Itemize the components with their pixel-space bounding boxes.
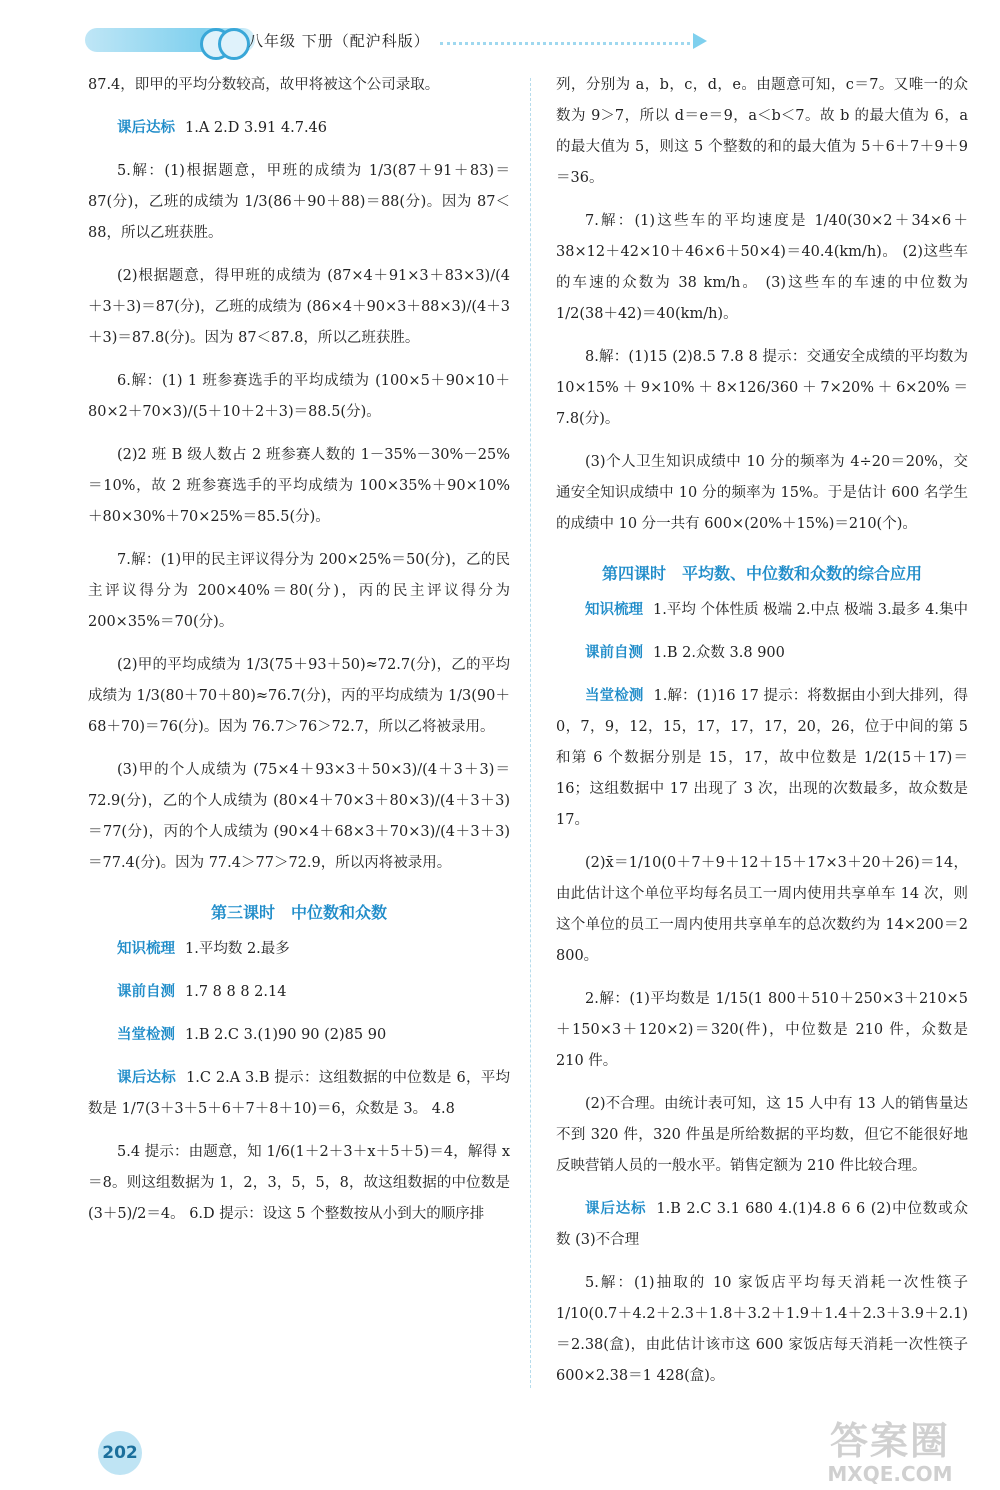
answer-paragraph (556, 342, 968, 435)
answer-paragraph (556, 984, 968, 1077)
answer-text: (3)甲的个人成绩为 (75×4＋93×3＋50×3)/(4＋3＋3)＝72.9(分)，乙的个人成绩为 (80×4＋70×3＋80×3)/(4＋3＋3)＝77(分)，丙的个人成绩为 (90×4＋68×3＋70×3)/(4＋3＋3)＝77.4(分)。因为 77.4＞77＞72.9，所以丙将被录用。 (88, 762, 510, 871)
header-title: 八年级 下册（配沪科版） (248, 32, 430, 50)
answer-paragraph (88, 545, 510, 638)
header-dotted-line (440, 42, 690, 45)
answer-text: 1.C 2.A 3.B 提示：这组数据的中位数是 6，平均数是 1/7(3＋3＋5＋6＋7＋8＋10)＝6，众数是 3。 4.8 (88, 1070, 510, 1117)
answer-paragraph (88, 156, 510, 249)
answer-text: 列，分别为 a，b，c，d，e。由题意可知，c＝7。又唯一的众数为 9＞7，所以 d＝e＝9，a＜b＜7。故 b 的最大值为 6，a 的最大值为 5，则这 5 个整数的和的最大值为 5＋6＋7＋9＋9＝36。 (556, 77, 968, 186)
section-heading: 第三课时 中位数和众数 (210, 903, 387, 922)
answer-text: 7.解：(1)甲的民主评议得分为 200×25%＝50(分)，乙的民主评议得分为 200×40%＝80(分)，丙的民主评议得分为200×35%＝70(分)。 (88, 552, 510, 630)
answer-paragraph (556, 1268, 968, 1392)
section-label: 知识梳理 (585, 602, 643, 618)
section-label: 课后达标 (117, 1070, 177, 1086)
watermark-site: MXQE.COM (827, 1462, 953, 1486)
answer-paragraph (88, 261, 510, 354)
section-label: 课后达标 (117, 120, 175, 136)
answer-text: (2)不合理。由统计表可知，这 15 人中有 13 人的销售量达不到 320 件，320 件虽是所给数据的平均数，但它不能很好地反映营销人员的一般水平。销售定额为 210 件比较合理。 (556, 1096, 968, 1174)
answer-text: (3)个人卫生知识成绩中 10 分的频率为 4÷20＝20%，交通安全知识成绩中 10 分的频率为 15%。于是估计 600 名学生的成绩中 10 分一共有 600×(20%＋15%)＝210(个)。 (556, 454, 968, 532)
answer-paragraph (556, 848, 968, 972)
answer-text: 1.A 2.D 3.91 4.7.46 (185, 120, 327, 136)
page-number: 202 (98, 1431, 142, 1475)
section-label: 课后达标 (585, 1201, 647, 1217)
answer-text: 7.解：(1)这些车的平均速度是 1/40(30×2＋34×6＋38×12＋42×10＋46×6＋50×4)＝40.4(km/h)。 (2)这些车的车速的众数为 38 km/h。 (3)这些车的车速的中位数为 1/2(38＋42)＝40(km/h)。 (556, 213, 968, 322)
answer-paragraph (88, 1137, 510, 1230)
answer-paragraph (88, 70, 510, 101)
section-heading: 第四课时 平均数、中位数和众数的综合应用 (601, 564, 922, 583)
answer-text: 5.解：(1)抽取的 10 家饭店平均每天消耗一次性筷子 1/10(0.7＋4.2＋2.3＋1.8＋3.2＋1.9＋1.4＋2.3＋3.9＋2.1)＝2.38(盒)，由此估计该市这 600 家饭店每天消耗一次性筷子 600×2.38＝1 428(盒)。 (556, 1275, 968, 1384)
answer-paragraph (88, 1020, 510, 1051)
answer-paragraph (556, 1194, 968, 1256)
answer-paragraph (88, 366, 510, 428)
section-label: 课前自测 (117, 984, 175, 1000)
answer-paragraph (556, 638, 968, 669)
section-label: 课前自测 (585, 645, 643, 661)
answer-paragraph (88, 440, 510, 533)
answer-paragraph (88, 934, 510, 965)
answer-paragraph (88, 1063, 510, 1125)
answer-paragraph (556, 70, 968, 194)
watermark-logo: 答案圈 (829, 1419, 950, 1463)
section-label: 当堂检测 (117, 1027, 175, 1043)
answer-text: 1.B 2.C 3.1 680 4.(1)4.8 6 6 (2)中位数或众数 (3)不合理 (556, 1201, 969, 1248)
answer-paragraph (556, 1089, 968, 1182)
answer-text: 1.B 2.众数 3.8 900 (653, 645, 785, 661)
column-divider (530, 78, 531, 1388)
answer-paragraph (88, 113, 510, 144)
answer-text: (2)x̄＝1/10(0＋7＋9＋12＋15＋17×3＋20＋26)＝14，由此估计这个单位平均每名员工一周内使用共享单车 14 次，则这个单位的员工一周内使用共享单车的总次数约为 14×200＝2 800。 (556, 855, 968, 964)
answer-paragraph (556, 447, 968, 540)
answer-text: (2)2 班 B 级人数占 2 班参赛人数的 1－35%－30%－25%＝10%，故 2 班参赛选手的平均成绩为 100×35%＋90×10%＋80×30%＋70×25%＝85.5(分)。 (88, 447, 510, 525)
answer-paragraph (88, 650, 510, 743)
answer-paragraph (556, 206, 968, 330)
answer-text: 1.平均数 2.最多 (185, 941, 290, 957)
answer-text: 1.平均 个体性质 极端 2.中点 极端 3.最多 4.集中 (653, 602, 968, 618)
answer-text: 1.解：(1)16 17 提示：将数据由小到大排列，得 0，7，9，12，15，17，17，17，20，26，位于中间的第 5 和第 6 个数据分别是 15，17，故中位数是 1/2(15＋17)＝16；这组数据中 17 出现了 3 次，出现的次数最多，故众数是 17。 (556, 688, 969, 828)
right-column (556, 70, 968, 1404)
answer-paragraph (556, 681, 968, 836)
answer-text: 1.7 8 8 8 2.14 (185, 984, 287, 1000)
answer-text: (2)根据题意，得甲班的成绩为 (87×4＋91×3＋83×3)/(4＋3＋3)＝87(分)，乙班的成绩为 (86×4＋90×3＋88×3)/(4＋3＋3)＝87.8(分)。因为 87＜87.8，所以乙班获胜。 (88, 268, 510, 346)
answer-text: 6.解：(1) 1 班参赛选手的平均成绩为 (100×5＋90×10＋80×2＋70×3)/(5＋10＋2＋3)＝88.5(分)。 (88, 373, 510, 420)
answer-text: (2)甲的平均成绩为 1/3(75＋93＋50)≈72.7(分)，乙的平均成绩为 1/3(80＋70＋80)≈76.7(分)，丙的平均成绩为 1/3(90＋68＋70)＝76(分)。因为 76.7＞76＞72.7，所以乙将被录用。 (88, 657, 510, 735)
section-label: 知识梳理 (117, 941, 175, 957)
section-label: 当堂检测 (585, 688, 644, 704)
answer-text: 8.解：(1)15 (2)8.5 7.8 8 提示：交通安全成绩的平均数为 10×15%＋9×10%＋8×126/360＋7×20%＋6×20%＝7.8(分)。 (556, 349, 968, 427)
header-arrow-icon (693, 33, 707, 49)
answer-text: 1.B 2.C 3.(1)90 90 (2)85 90 (185, 1027, 387, 1043)
answer-paragraph (88, 977, 510, 1008)
page-header (0, 0, 1000, 70)
answer-text: 5.4 提示：由题意，知 1/6(1＋2＋3＋x＋5＋5)＝4，解得 x＝8。则这组数据为 1，2，3，5，5，8，故这组数据的中位数是 (3＋5)/2＝4。 6.D 提示：设这 5 个整数按从小到大的顺序排 (88, 1144, 510, 1222)
answer-text: 2.解：(1)平均数是 1/15(1 800＋510＋250×3＋210×5＋150×3＋120×2)＝320(件)，中位数是 210 件，众数是 210 件。 (556, 991, 968, 1069)
header-circle-icon (218, 28, 250, 60)
answer-text: 87.4，即甲的平均分数较高，故甲将被这个公司录取。 (88, 77, 440, 93)
answer-paragraph (88, 755, 510, 879)
answer-text: 5.解：(1)根据题意，甲班的成绩为 1/3(87＋91＋83)＝87(分)，乙班的成绩为 1/3(86＋90＋88)＝88(分)。因为 87＜88，所以乙班获胜。 (88, 163, 510, 241)
left-column (88, 70, 510, 1242)
answer-paragraph (556, 595, 968, 626)
watermark (800, 1420, 980, 1486)
